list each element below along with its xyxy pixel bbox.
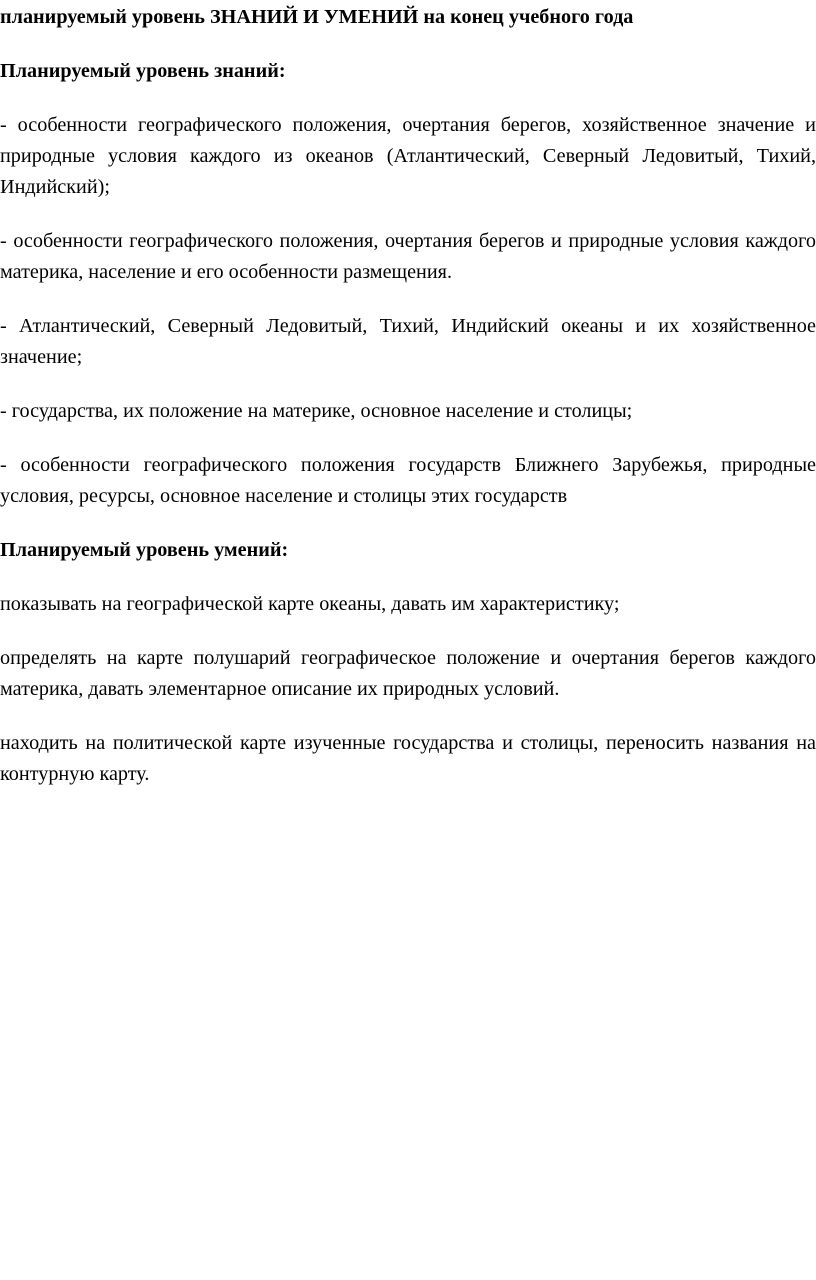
knowledge-heading: Планируемый уровень знаний: [0, 60, 286, 82]
knowledge-item-states: - государства, их положение на материке, основное население и столицы; [0, 400, 633, 422]
skills-item-show-oceans: показывать на географической карте океаны, давать им характеристику; [0, 593, 620, 615]
skills-item-hemispheres: определять на карте полушарий географическое положение и очертания берегов каждого материка, давать элементарное описание их природных условий. [0, 647, 816, 700]
knowledge-item-oceans-economy: - Атлантический, Северный Ледовитый, Тихий, Индийский океаны и их хозяйственное значение; [0, 315, 816, 368]
knowledge-section [0, 56, 816, 512]
knowledge-item-oceans: - особенности географического положения, очертания берегов, хозяйственное значение и природные условия каждого из океанов (Атлантический, Северный Ледовитый, Тихий, Индийский); [0, 114, 816, 198]
document-title: планируемый уровень ЗНАНИЙ И УМЕНИЙ на конец учебного года [0, 6, 634, 28]
skills-section [0, 535, 816, 790]
skills-item-political-map: находить на политической карте изученные государства и столицы, переносить названия на контурную карту. [0, 732, 816, 785]
knowledge-item-continents: - особенности географического положения, очертания берегов и природные условия каждого материка, население и его особенности размещения. [0, 230, 816, 283]
skills-heading: Планируемый уровень умений: [0, 539, 289, 561]
knowledge-item-near-abroad: - особенности географического положения государств Ближнего Зарубежья, природные условия, ресурсы, основное население и столицы этих государств [0, 454, 816, 507]
